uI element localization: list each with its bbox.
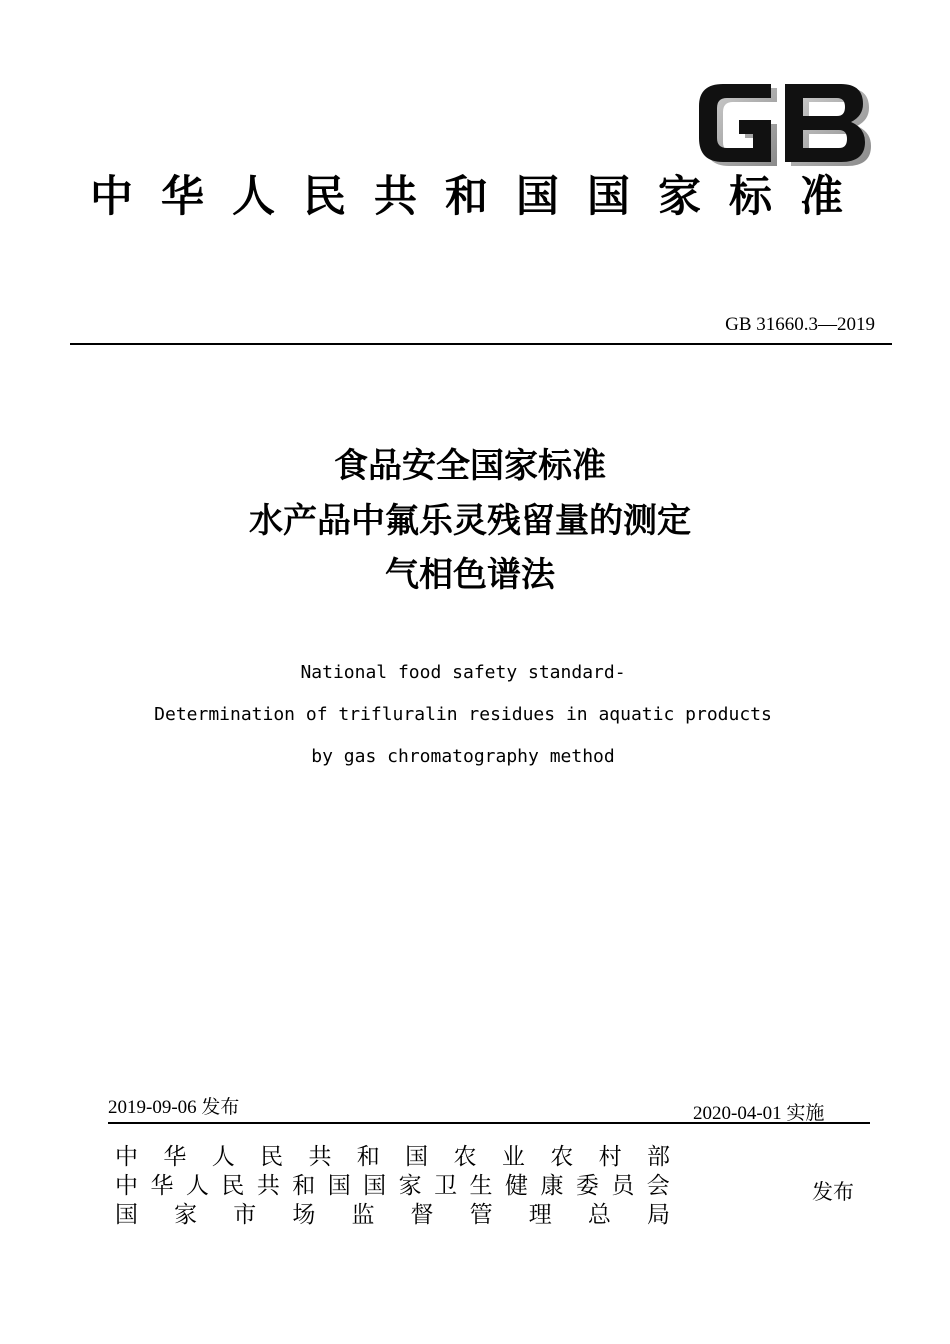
issuer-char: 总 — [587, 1202, 611, 1228]
title-cn-line-3: 气相色谱法 — [385, 555, 555, 595]
issuer-char: 村 — [598, 1144, 622, 1170]
title-cn-line-1: 食品安全国家标准 — [334, 446, 606, 486]
issuer-char: 委 — [575, 1173, 599, 1199]
publish-date: 2019-09-06 发布 — [108, 1097, 240, 1118]
issuer-char: 国 — [363, 1173, 387, 1199]
issuer-char: 人 — [211, 1144, 235, 1170]
issuer-char: 和 — [356, 1144, 380, 1170]
issuer-char: 华 — [150, 1173, 174, 1199]
issuer-char: 督 — [410, 1202, 434, 1228]
implement-date: 2020-04-01 实施 — [693, 1103, 825, 1124]
issuer-char: 康 — [540, 1173, 564, 1199]
issuer-char: 共 — [256, 1173, 280, 1199]
national-standard-heading: 中华人民共和国国家标准 — [90, 172, 871, 222]
issuer-char: 家 — [174, 1202, 198, 1228]
title-en-line-2: Determination of trifluralin residues in aquatic products — [154, 704, 772, 725]
issuer-1 — [115, 1143, 670, 1171]
issuer-char: 场 — [292, 1202, 316, 1228]
issuer-char: 国 — [405, 1144, 429, 1170]
title-cn-line-2: 水产品中氟乐灵残留量的测定 — [249, 501, 691, 541]
top-divider — [70, 343, 892, 345]
issuer-3 — [115, 1201, 670, 1229]
bottom-divider — [108, 1122, 870, 1124]
issue-label: 发布 — [812, 1180, 854, 1204]
issuer-char: 局 — [646, 1202, 670, 1228]
standard-number: GB 31660.3—2019 — [725, 314, 875, 335]
issuer-char: 业 — [501, 1144, 525, 1170]
title-en-line-1: National food safety standard- — [300, 662, 626, 683]
issuer-char: 卫 — [434, 1173, 458, 1199]
issuer-char: 民 — [221, 1173, 245, 1199]
issuer-char: 华 — [163, 1144, 187, 1170]
title-en-line-3: by gas chromatography method — [311, 746, 615, 767]
issuer-char: 和 — [292, 1173, 316, 1199]
issuer-char: 农 — [453, 1144, 477, 1170]
issuer-char: 国 — [115, 1202, 138, 1228]
issuer-char: 国 — [327, 1173, 351, 1199]
issuer-char: 民 — [260, 1144, 284, 1170]
issuer-char: 部 — [646, 1144, 670, 1170]
gb-logo — [693, 76, 871, 170]
issuer-2 — [115, 1172, 670, 1200]
issuer-char: 市 — [233, 1202, 257, 1228]
issuer-char: 理 — [528, 1202, 552, 1228]
issuer-char: 生 — [469, 1173, 493, 1199]
issuer-char: 农 — [550, 1144, 574, 1170]
issuer-char: 中 — [115, 1173, 138, 1199]
issuer-char: 共 — [308, 1144, 332, 1170]
issuer-char: 健 — [504, 1173, 528, 1199]
issuer-char: 监 — [351, 1202, 375, 1228]
issuer-char: 管 — [469, 1202, 493, 1228]
issuer-char: 中 — [115, 1144, 138, 1170]
issuer-char: 员 — [611, 1173, 635, 1199]
issuer-char: 家 — [398, 1173, 422, 1199]
issuer-char: 会 — [646, 1173, 670, 1199]
issuer-char: 人 — [185, 1173, 209, 1199]
